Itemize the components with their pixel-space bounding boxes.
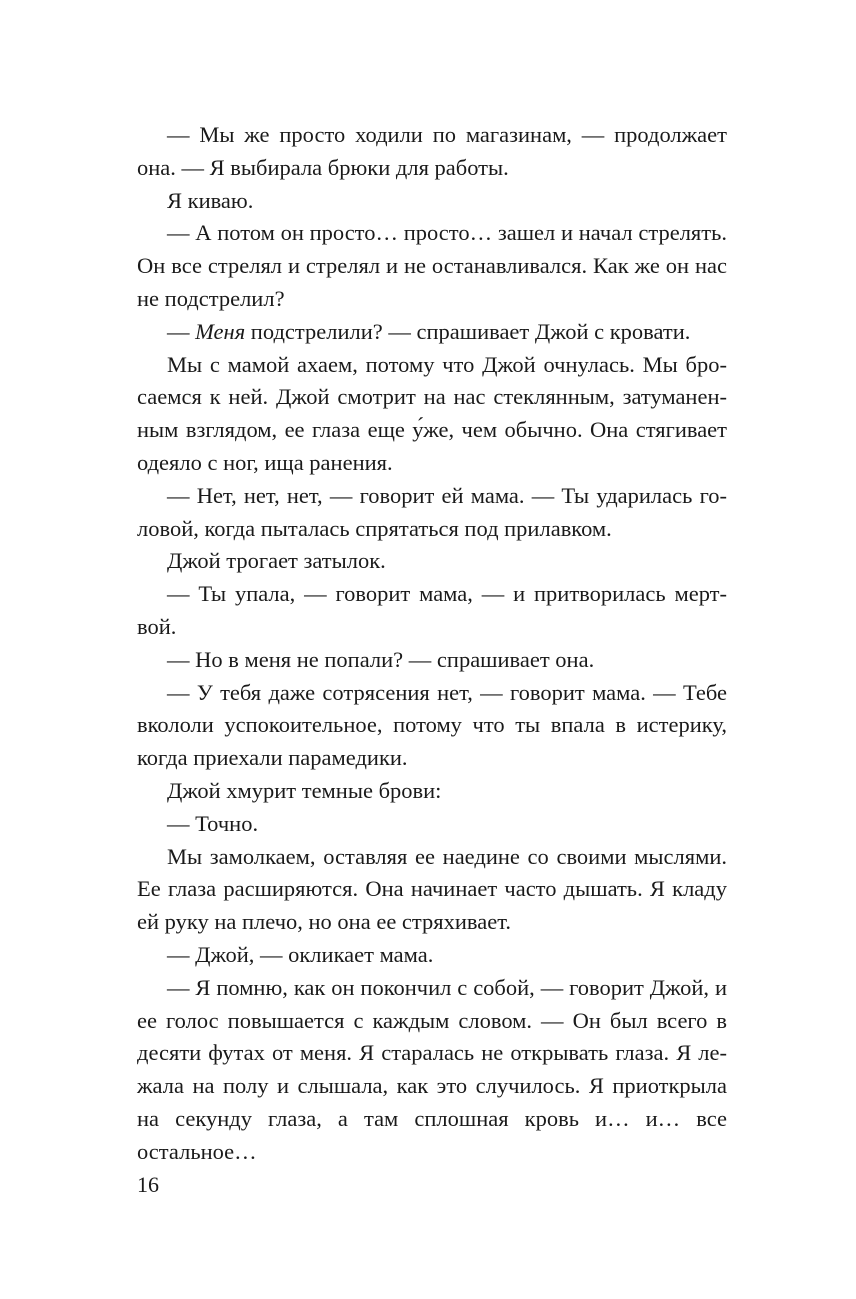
paragraph: — Ты упала, — говорит мама, — и притворилась мертвой.	[137, 581, 727, 639]
paragraph: — Точно.	[167, 810, 259, 836]
body-text	[137, 119, 727, 1169]
paragraph: Мы с мамой ахаем, потому что Джой очнулась. Мы бросаемся к ней. Джой смотрит на нас стеклянным, затуманенным взглядом, ее глаза еще у́же, чем обычно. Она стягивает одеяло с ног, ища ранения.	[137, 351, 727, 475]
paragraph	[137, 316, 727, 349]
page-number: 16	[137, 1172, 159, 1197]
paragraph: Джой трогает затылок.	[167, 548, 386, 574]
paragraph: — Нет, нет, нет, — говорит ей мама. — Ты ударилась головой, когда пыталась спрятаться под прилавком.	[137, 482, 727, 541]
paragraph: — Мы же просто ходили по магазинам, — продолжает она. — Я выбирала брюки для работы.	[137, 122, 727, 180]
paragraph: — Но в меня не попали? — спрашивает она.	[167, 646, 595, 672]
dash: —	[167, 318, 196, 344]
paragraph-rest: подстрелили? — спрашивает Джой с кровати.	[245, 318, 691, 344]
paragraph: — Я помню, как он покончил с собой, — говорит Джой, и ее голос повышается с каждым словом. — Он был всего в десяти футах от меня. Я старалась не открывать глаза. Я лежала на полу и слышала, как это случилось. Я приоткрыла на секунду глаза, а там сплошная кровь и… и… все остальное…	[137, 974, 727, 1164]
emphasized-word: Меня	[195, 318, 246, 344]
paragraph: Я киваю.	[167, 187, 254, 213]
paragraph: — У тебя даже сотрясения нет, — говорит мама. — Тебе вкололи успокоительное, потому что ты впала в истерику, когда приехали парамедики.	[137, 679, 727, 771]
paragraph: Мы замолкаем, оставляя ее наедине со своими мыслями. Ее глаза расширяются. Она начинает часто дышать. Я кладу ей руку на плечо, но она ее стряхивает.	[137, 843, 727, 935]
paragraph: — Джой, — окликает мама.	[167, 941, 434, 967]
paragraph: — А потом он просто… просто… зашел и начал стрелять. Он все стрелял и стрелял и не останавливался. Как же он нас не подстрелил?	[137, 220, 727, 311]
paragraph: Джой хмурит темные брови:	[167, 777, 442, 803]
